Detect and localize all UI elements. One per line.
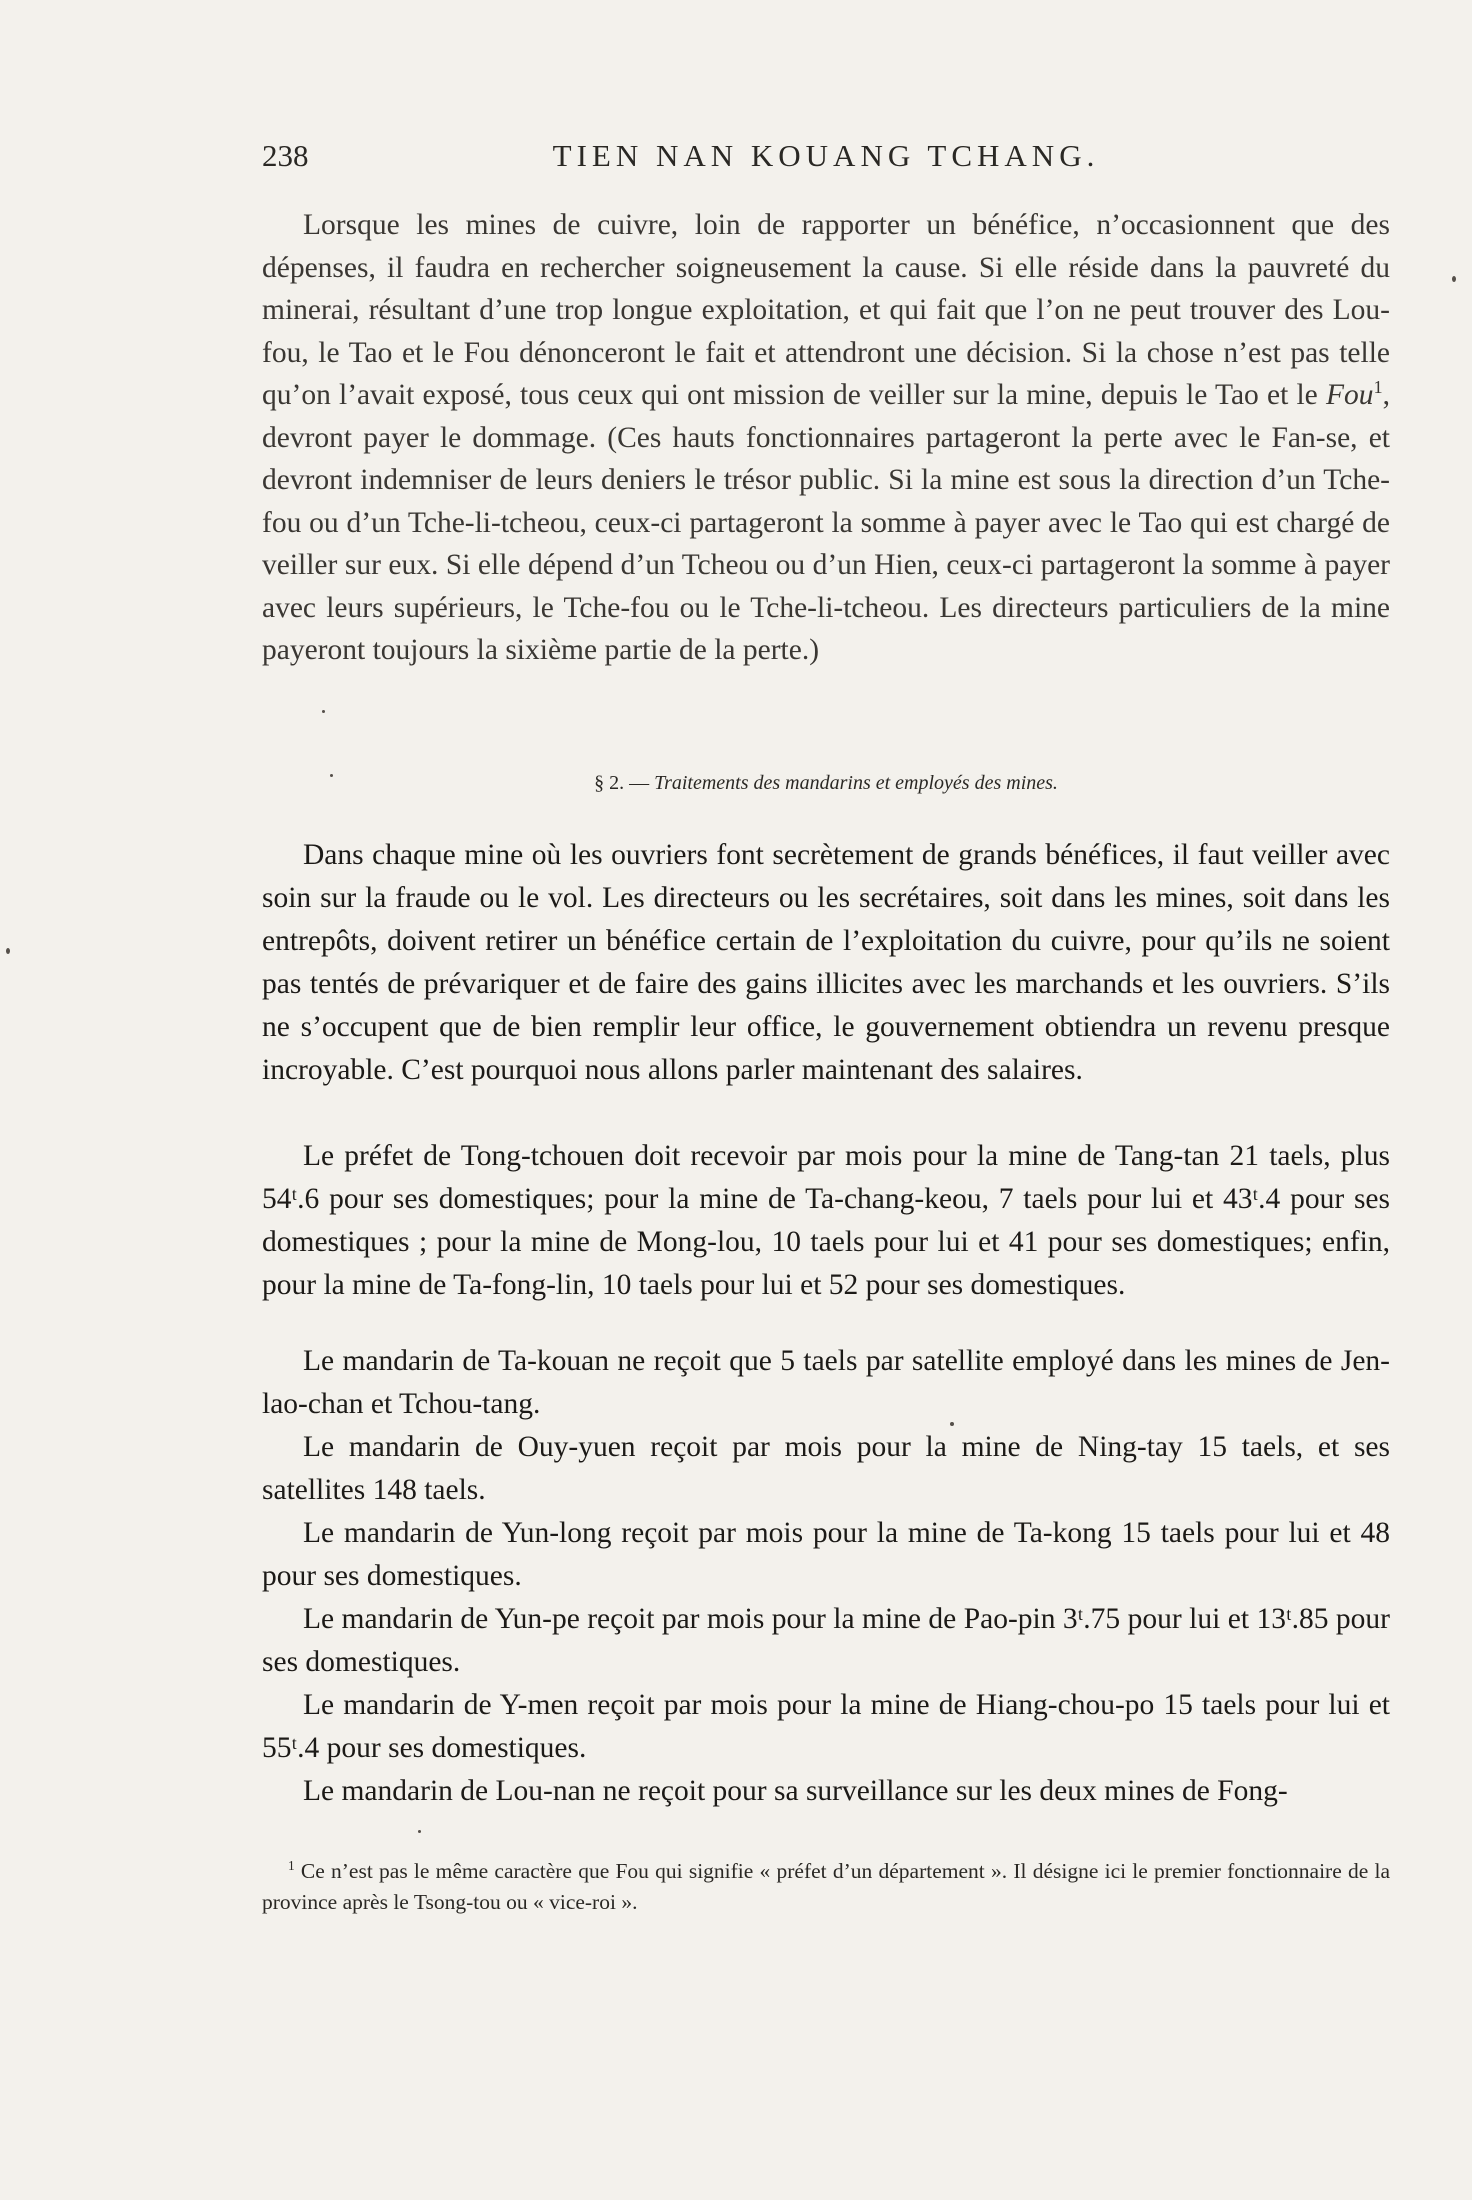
paper-speck xyxy=(322,710,325,713)
footnote xyxy=(262,1856,1390,1918)
paragraph-ouy-yuen: Le mandarin de Ouy-yuen reçoit par mois pour la mine de Ning-tay 15 taels, et ses satellites 148 taels. xyxy=(262,1431,1390,1506)
paper-speck xyxy=(418,1830,421,1833)
paragraph-text: , devront payer le dommage. (Ces hauts fonctionnaires partageront la perte avec le Fan-se, et devront indemniser de leurs deniers le trésor public. Si la mine est sous la direction d’un Tche-fou ou d’un Tche-li-tcheou, ceux-ci partageront la somme à payer avec le Tao qui est chargé de veiller sur eux. Si elle dépend d’un Tcheou ou d’un Hien, ceux-ci partageront la somme à payer avec leurs supérieurs, le Tche-fou ou le Tche-li-tcheou. Les directeurs particuliers de la mine payeront toujours la sixième partie de la perte.) xyxy=(262,379,1390,666)
paragraph-tong-tchouen: Le préfet de Tong-tchouen doit recevoir par mois pour la mine de Tang-tan 21 taels, plus 54ᵗ.6 pour ses domestiques; pour la mine de Ta-chang-keou, 7 taels pour lui et 43ᵗ.4 pour ses domestiques ; pour la mine de Mong-lou, 10 taels pour lui et 41 pour ses domestiques; enfin, pour la mine de Ta-fong-lin, 10 taels pour lui et 52 pour ses domestiques. xyxy=(262,1140,1390,1301)
paragraph-y-men: Le mandarin de Y-men reçoit par mois pour la mine de Hiang-chou-po 15 taels pour lui et 55ᵗ.4 pour ses domestiques. xyxy=(262,1689,1390,1764)
section-number: § 2. — xyxy=(594,772,650,794)
footnote-reference: 1 xyxy=(1373,377,1383,398)
footnote-mark: 1 xyxy=(288,1857,295,1873)
paragraph-ta-kouan: Le mandarin de Ta-kouan ne reçoit que 5 taels par satellite employé dans les mines de Jen-lao-chan et Tchou-tang. xyxy=(262,1345,1390,1420)
section-heading xyxy=(262,772,1390,795)
paragraph-yun-pe: Le mandarin de Yun-pe reçoit par mois pour la mine de Pao-pin 3ᵗ.75 pour lui et 13ᵗ.85 pour ses domestiques. xyxy=(262,1603,1390,1678)
running-title: TIEN NAN KOUANG TCHANG. xyxy=(552,138,1100,173)
page-header xyxy=(262,138,1390,188)
paragraph-yun-long: Le mandarin de Yun-long reçoit par mois pour la mine de Ta-kong 15 taels pour lui et 48 pour ses domestiques. xyxy=(262,1517,1390,1592)
footnote-text: Ce n’est pas le même caractère que Fou qui signifie « préfet d’un département ». Il désigne ici le premier fonctionnaire de la province après le Tsong-tou ou « vice-roi ». xyxy=(262,1859,1391,1914)
paragraph-mine-losses xyxy=(262,204,1390,672)
paragraph-fraud: Dans chaque mine où les ouvriers font secrètement de grands bénéfices, il faut veiller avec soin sur la fraude ou le vol. Les directeurs ou les secrétaires, soit dans les mines, soit dans les entrepôts, doivent retirer un bénéfice certain de l’exploitation du cuivre, pour qu’ils ne soient pas tentés de prévariquer et de faire des gains illicites avec les marchands et les ouvriers. S’ils ne s’occupent que de bien remplir leur office, le gouvernement obtiendra un revenu presque incroyable. C’est pourquoi nous allons parler maintenant des salaires. xyxy=(262,839,1390,1086)
paper-speck xyxy=(6,948,10,954)
fou-term: Fou xyxy=(1325,379,1374,411)
section-title: Traitements des mandarins et employés des mines. xyxy=(654,772,1058,794)
page-number: 238 xyxy=(262,138,309,173)
paper-speck xyxy=(330,774,333,777)
paper-speck xyxy=(1452,276,1456,282)
paragraph-text: Lorsque les mines de cuivre, loin de rapporter un bénéfice, n’occasionnent que des dépenses, il faudra en rechercher soigneusement la cause. Si elle réside dans la pauvreté du minerai, résultant d’une trop longue exploitation, et qui fait que l’on ne peut trouver des Lou-fou, le Tao et le Fou dénonceront le fait et attendront une décision. Si la chose n’est pas telle qu’on l’avait exposé, tous ceux qui ont mission de veiller sur la mine, depuis le Tao et le xyxy=(262,209,1390,411)
paper-speck xyxy=(950,1422,954,1426)
paragraph-lou-nan: Le mandarin de Lou-nan ne reçoit pour sa surveillance sur les deux mines de Fong- xyxy=(303,1775,1288,1807)
